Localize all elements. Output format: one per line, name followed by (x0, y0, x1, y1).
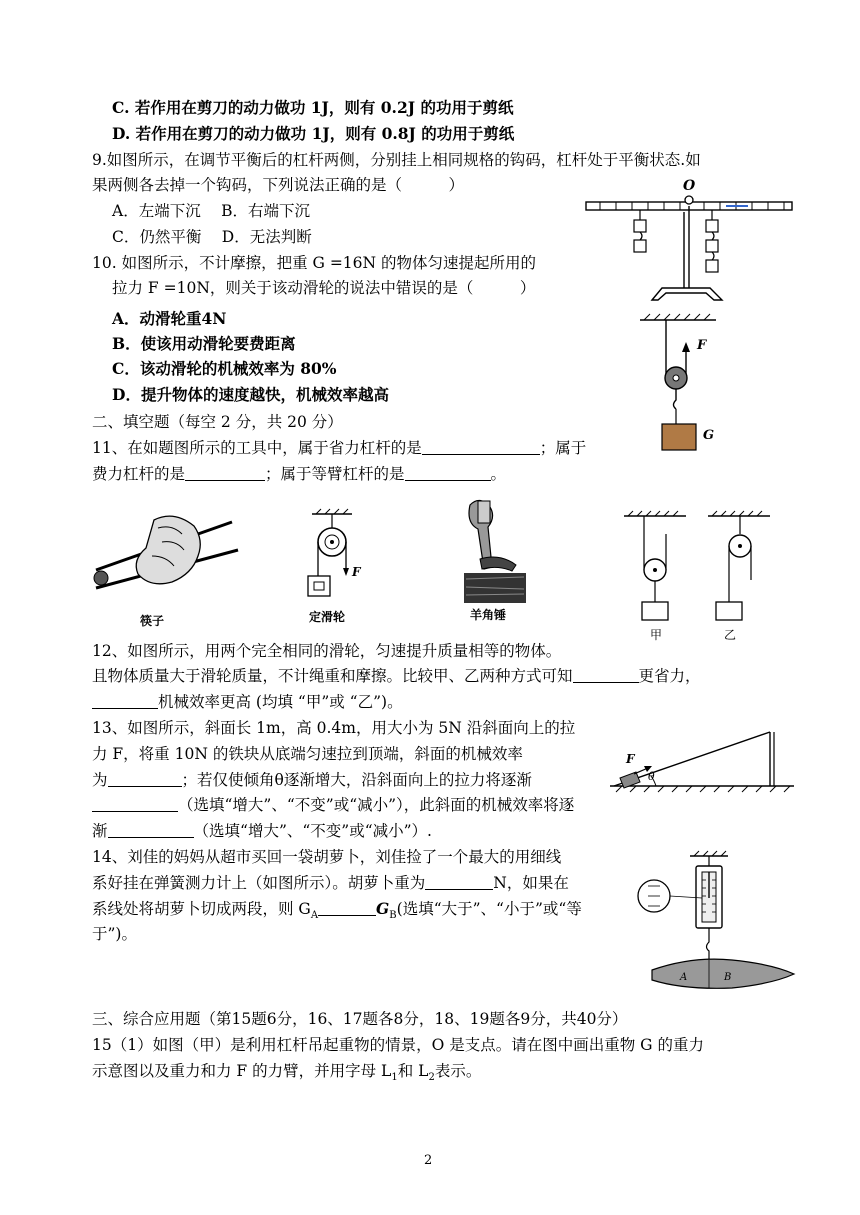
pulley-jia-caption: 甲 (650, 628, 663, 642)
incline-force-label: F (626, 752, 635, 766)
pulley-weight-label: G (703, 428, 715, 443)
incline-figure (608, 726, 798, 796)
q14-question-line2: 系好挂在弹簧测力计上（如图所示）。胡萝卜重为 N，如果在 (92, 874, 569, 892)
pulley-jia-yi-figure (622, 510, 772, 628)
q13-question-line3: 为 ；若仅使倾角θ逐渐增大，沿斜面向上的拉力将逐渐 (92, 771, 532, 789)
q10-option-c: C．该动滑轮的机械效率为 80% (112, 359, 337, 378)
q11-blank-2[interactable] (185, 464, 265, 481)
q15-question-line2: 示意图以及重力和力 F 的力臂，并用字母 $L_1$和 $L_2$表示。 (92, 1062, 482, 1084)
lever-fulcrum-label: O (683, 178, 696, 194)
q12-question-line2: 且物体质量大于滑轮质量，不计绳重和摩擦。比较甲、乙两种方式可知 更省力， (92, 667, 701, 685)
q13-blank-2[interactable] (92, 795, 178, 812)
claw-hammer-caption: 羊角锤 (470, 608, 507, 622)
q10-option-a: A．动滑轮重4N (112, 309, 227, 328)
q9-options-cd: C．仍然平衡 D．无法判断 (112, 228, 312, 246)
q11-blank-3[interactable] (405, 464, 491, 481)
q14-question-line3: 系线处将胡萝卜切成两段，则 $G_A$ $G_B$(选填“大于”、“小于”或“等 (92, 899, 582, 922)
q10-question-line1: 10. 如图所示，不计摩擦，把重 G =16N 的物体匀速提起所用的 (92, 254, 537, 272)
fixed-pulley-figure (300, 508, 360, 608)
q13-question-line1: 13、如图所示，斜面长 1m，高 0.4m，用大小为 5N 沿斜面向上的拉 (92, 719, 576, 737)
q14-question-line4: 于”)。 (92, 925, 137, 943)
fixed-pulley-caption: 定滑轮 (309, 610, 346, 624)
q10-question-line2: 拉力 F =10N，则关于该动滑轮的说法中错误的是（ ） (112, 279, 536, 297)
chopsticks-figure (92, 508, 242, 608)
q14-question-line1: 14、刘佳的妈妈从超市买回一袋胡萝卜，刘佳捡了一个最大的用细线 (92, 848, 562, 866)
q13-question-line2: 力 F，将重 10N 的铁块从底端匀速拉到顶端，斜面的机械效率 (92, 745, 523, 763)
q10-option-b: B．使该用动滑轮要费距离 (112, 334, 296, 353)
q12-question-line3: 机械效率更高 (均填 “甲”或 “乙”)。 (92, 692, 403, 712)
q9-question-line2: 果两侧各去掉一个钩码，下列说法正确的是（ ） (92, 176, 465, 194)
carrot-part-a-label: A (680, 972, 688, 983)
q15-question-line1: 15（1）如图（甲）是利用杠杆吊起重物的情景，O 是支点。请在图中画出重物 G 的重力 (92, 1036, 704, 1054)
q14-blank-1[interactable] (425, 873, 493, 890)
chopsticks-caption: 筷子 (140, 614, 165, 628)
incline-angle-label: θ (648, 770, 655, 783)
pulley-yi-caption: 乙 (724, 628, 737, 642)
q8-option-c: C. 若作用在剪刀的动力做功 1J，则有 0.2J 的功用于剪纸 (112, 98, 514, 117)
carrot-part-b-label: B (724, 972, 732, 983)
q12-question-line1: 12、如图所示，用两个完全相同的滑轮，匀速提升质量相等的物体。 (92, 642, 562, 660)
lever-balance-figure (576, 176, 796, 311)
page-number: 2 (424, 1153, 433, 1168)
q10-option-d: D．提升物体的速度越快，机械效率越高 (112, 385, 389, 404)
q13-blank-3[interactable] (108, 821, 194, 838)
q13-blank-1[interactable] (108, 770, 182, 787)
q12-blank-1[interactable] (573, 666, 639, 683)
section-3-heading: 三、综合应用题（第15题6分，16、17题各8分，18、19题各9分，共40分） (92, 1010, 628, 1028)
pulley-force-label: F (697, 338, 707, 353)
q11-question-line2: 费力杠杆的是 ；属于等臂杠杆的是 。 (92, 465, 507, 483)
q9-question-line1: 9.如图所示，在调节平衡后的杠杆两侧，分别挂上相同规格的钩码，杠杆处于平衡状态.如 (92, 151, 701, 169)
claw-hammer-figure (460, 497, 530, 605)
q13-question-line4: （选填“增大”、“不变”或“减小”），此斜面的机械效率将逐 (92, 795, 574, 815)
q11-blank-1[interactable] (422, 438, 540, 455)
q9-options-ab: A．左端下沉 B．右端下沉 (112, 202, 311, 220)
fixed-pulley-force-label: F (352, 565, 361, 579)
q12-blank-2[interactable] (92, 692, 158, 709)
q8-option-d: D. 若作用在剪刀的动力做功 1J，则有 0.8J 的功用于剪纸 (112, 124, 515, 143)
q13-question-line5: 渐 （选填“增大”、“不变”或“减小”）. (92, 822, 432, 840)
section-2-heading: 二、填空题（每空 2 分，共 20 分） (92, 413, 343, 431)
q11-question-line1: 11、在如题图所示的工具中，属于省力杠杆的是 ；属于 (92, 439, 587, 457)
q14-blank-2[interactable] (318, 899, 376, 916)
spring-scale-carrot-figure (636, 852, 796, 992)
